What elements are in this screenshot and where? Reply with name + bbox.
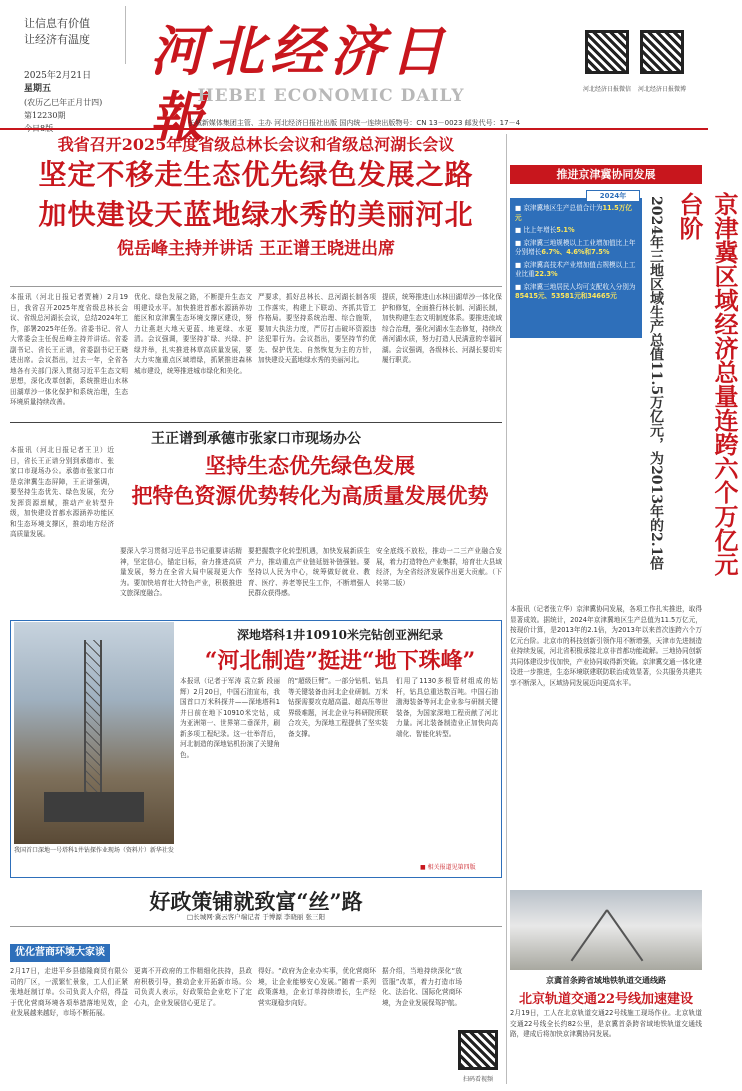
video-qr-caption: 扫码看视频 [462,1076,493,1083]
lunar-date: (农历乙巳年正月廿四) [24,98,103,107]
bottom-byline: □长城网·冀云客户端记者 于博源 李晓丽 张三阳 [187,913,325,921]
feature-body [180,676,498,856]
sidebar-body [510,604,702,884]
page-count: 今日8版 [24,124,54,133]
stat-text: 京津冀地区生产总值合计为 [523,204,603,212]
sidebar-vertical-headline[interactable]: 京津冀区域经济总量连跨六个万亿元台阶 [675,192,739,576]
qr-caption: 河北经济日报微博 [637,86,686,93]
article-column: 2月17日，走进平乡县德隆商贸有限公司的厂区，一派繁忙景象，工人们正紧张地赶制订单。公司负责人介绍，得益于优化营商环境各项举措落地见效，企业发展越来越好，市场不断拓展。 [10,967,128,1017]
article-column: 更离不开政府的工作精细化扶持，县政府积极引导，推动企业开拓新市场。公司负责人表示，好政策给企业吃下了定心丸，企业发展信心更足了。 [134,967,252,1007]
second-story-lead-column [10,445,114,605]
stat-text: 京津冀高技术产业增加值占规模以上工业比重 [515,260,636,278]
related-report-link[interactable]: ■ 相关报道见第四版 [420,864,476,871]
qr-code-wechat[interactable] [585,30,629,74]
video-qr-code[interactable] [458,1030,498,1070]
divider [10,286,502,287]
stat-item: ■ 京津冀三地居民人均可支配收入分别为85415元、53581元和34665元 [515,282,636,300]
article-column: 要深入学习贯彻习近平总书记重要讲话精神，坚定信心，锚定目标，奋力推进高质量发展，努力在全省大局中展现更大作为。要加快培育壮大特色产业，积极推进文旅深度融合。 [120,547,242,597]
stat-item: ■ 京津冀三地规模以上工业增加值比上年分别增长6.7%、4.6%和7.5% [515,238,636,256]
second-headline-line-1[interactable]: 坚持生态优先绿色发展 [205,453,415,478]
newspaper-title: 河北经济日報 [150,19,450,149]
qr-code-weibo[interactable] [640,30,684,74]
article-column: 要把握数字化转型机遇，加快发展新质生产力，推动重点产业链延链补链强链。要坚持以人民为中心，统筹做好就业、教育、医疗、养老等民生工作，不断增强人民群众获得感。 [248,547,370,597]
rail-story-headline[interactable]: 北京轨道交通22号线加速建设 [518,992,694,1007]
rail-line [606,909,643,961]
article-column: 本报讯（河北日报记者贾楠）2月19日，我省召开2025年度省级总林长会议、省级总河湖长会议，总结2024年工作，部署2025年任务。省委书记、省人大常委会主任倪岳峰主持并讲话。省委副书记、省长王正谱，省委副书记王晓进出席。会议指出，过去一年，全省各地各有关部门深入贯彻习近平生态文明思想，深化改革创新，系统推进山水林田湖草沙一体化保护和系统治理，生态环境质量持续改善。 [10,293,128,406]
year-tag: 2024年 [586,190,640,202]
stats-box [510,198,642,338]
second-headline-line-2[interactable]: 把特色资源优势转化为高质量发展优势 [131,483,489,508]
article-column: 严要求，抓好总林长、总河湖长制各项工作落实，构建上下联动、齐抓共管工作格局。要坚持系统治理、综合施策，要加大执法力度，严厉打击破坏资源违法犯罪行为。会议指出，要坚持节约优先、保护优先、自然恢复为主的方针，加快建设天蓝地绿水秀的美丽河北。 [258,293,376,364]
stat-value: 6.7%、4.6%和7.5% [541,248,610,256]
stat-value: 85415元、53581元和34665元 [515,292,617,300]
slogan-line: 让经济有温度 [24,33,90,46]
stat-text: 比上年增长 [523,226,557,234]
bottom-headline[interactable]: 好政策铺就致富“丝”路 [149,889,363,914]
subway-construction-photo[interactable] [510,890,702,970]
lead-headline-line-2[interactable]: 加快建设天蓝地绿水秀的美丽河北 [38,198,474,231]
second-story-body [120,546,502,610]
stat-item: ■ 京津冀地区生产总值合计为11.5万亿元 [515,204,632,222]
qr-caption: 河北经济日报微信 [582,86,631,93]
article-column: 安全底线不放松，推动一二三产业融合发展，着力打造特色产业集群，培育壮大县域经济，为全省经济发展作出更大贡献。（下转第二版） [376,547,502,587]
feature-kicker: 深地塔科1井10910米完钻创亚洲纪录 [236,628,444,642]
second-story-kicker: 王正谱到承德市张家口市现场办公 [151,431,361,447]
article-column: 得好。“政府为企业办实事，优化营商环境，让企业能够安心发展。”随着一系列政策落地，企业订单持续增长，生产经营实现稳步向好。 [258,967,376,1007]
issue-number: 第12230期 [24,111,66,120]
drilling-rig-photo[interactable] [14,622,174,844]
lead-subhead: 倪岳峰主持并讲话 王正谱王晓进出席 [117,239,395,259]
sidebar-banner: 推进京津冀协同发展 [510,165,702,184]
article-column: 2月19日，工人在北京轨道交通22号线施工现场作业。北京轨道交通22号线全长约82公里，是京冀首条跨省域地铁轨道交通线路，建成后将加快京津冀协同发展。 [510,1009,702,1038]
article-column: 提质，统筹推进山水林田湖草沙一体化保护和修复，全面推行林长制、河湖长制，加快构建生态文明制度体系。要推进流域综合治理，强化河湖水生态修复，持续改善河湖水质，努力打造人民满意的幸福河湖。会议强调，各级林长、河湖长要切实履行职责。 [382,293,502,364]
stat-value: 11.5万亿元 [515,204,632,222]
divider [10,926,502,927]
rig-mast [84,640,102,810]
article-column: 的“超级巨臂”。一部分钻机、钻具等关键装备由河北企业研制。万米钻探需要攻克超高温、超高压等世界级难题，河北企业与科研院所联合攻关，为深地工程提供了坚实装备支撑。 [288,677,388,738]
rail-line [571,909,608,961]
stat-text: 京津冀三地居民人均可支配收入分别为 [523,282,636,291]
stat-value: 22.3% [534,270,558,278]
rail-story-body [510,1008,702,1084]
sidebar-vertical-subhead: 2024年三地区域生产总值11.5万亿元，为2013年的2.1倍 [648,196,664,571]
stat-text: 京津冀三地规模以上工业增加值比上年分别增长 [515,238,636,256]
lead-story-body [10,292,502,418]
article-column: 据介绍，当地持续深化“放管服”改革，着力打造市场化、法治化、国际化营商环境，为企业发展保驾护航。 [382,967,462,1007]
feature-headline[interactable]: “河北制造”挺进“地下珠峰” [204,648,476,674]
newspaper-title-en: HEBEI ECONOMIC DAILY [197,86,465,106]
issue-weekday: 星期五 [24,84,52,94]
bottom-story-body [10,966,502,1084]
stat-item: ■ 比上年增长5.1% [515,226,575,234]
stat-item: ■ 京津冀高技术产业增加值占规模以上工业比重22.3% [515,260,636,278]
slogan-line: 让信息有价值 [24,17,90,30]
article-column: 本报讯（记者张立华）京津冀协同发展，各项工作扎实推进，取得显著成效。据统计，2024年京津冀地区生产总值为11.5万亿元，按现价计算，是2013年的2.1倍，为2013年以来首次连跨六个万亿元台阶。北京市的科技创新引领作用不断增强，天津市先进制造业持续发展，河北省积极承接北京非首都功能疏解。三地协同创新共同体建设步伐加快，产业协同取得新突破。京津冀交通一体化建设进一步推进，生态环境联建联防联治成效显著，公共服务共建共享不断深入，区域协同发展迈向更高水平。 [510,605,702,687]
lead-headline-line-1[interactable]: 坚定不移走生态优先绿色发展之路 [38,158,474,191]
divider [10,422,502,423]
article-column: 本报讯（记者于军涛 袁立新 段丽辉）2月20日，中国石油宣布，我国首口万米科探井——深地塔科1井日前在地下10910米完钻，成为亚洲第一、世界第二垂深井，刷新多项工程纪录。这一壮举背后，河北制造的深地钻机扮演了关键角色。 [180,677,280,759]
article-column: 优化、绿色发展之路，不断提升生态文明建设水平。加快推进首都水源涵养功能区和京津冀生态环境支撑区建设，努力让燕赵大地天更蓝、地更绿、水更清。会议强调，要坚持扩绿、兴绿、护绿并举，扎实推进林草高质量发展，要大力实施重点区域增绿，抓紧推进森林城市建设，统筹推进城市绿化和美化。 [134,293,252,375]
rig-base [44,792,144,822]
issue-date: 2025年2月21日 [24,71,92,81]
lead-story-kicker: 我省召开2025年度省级总林长会议和省级总河湖长会议 [57,135,455,154]
photo-caption: 我国首口深地一号塔科1井钻探作业现场（资料片）新华社发 [14,847,174,854]
rail-story-kicker: 京冀首条跨省域地铁轨道交通线路 [546,975,666,985]
article-column: 们用了1130多根管材组成的钻杆，钻具总重达数百吨。中国石油渤海装备等河北企业参与研制关键装备，为国家深地工程贡献了河北力量。河北装备制造业正加快向高端化、智能化转型。 [396,677,498,738]
column-section-tag: 优化营商环境大家谈 [10,944,110,962]
slogan-block [6,6,126,64]
column-divider [506,134,507,1084]
stat-value: 5.1% [556,226,575,234]
publication-info-bar: 长城新媒体集团主管、主办 河北经济日报社出版 国内统一连续出版物号：CN 13－0023 邮发代号：17－4 [0,116,708,130]
article-column: 本报讯（河北日报记者王卫）近日，省长王正谱分别到承德市、张家口市现场办公。承德市张家口市是京津冀生态屏障，王正谱强调，要坚持生态优先、绿色发展，充分发挥资源禀赋，推动产业转型升级，加快建设首都水源涵养功能区和生态环境支撑区，推动地方经济高质量发展。 [10,446,114,538]
